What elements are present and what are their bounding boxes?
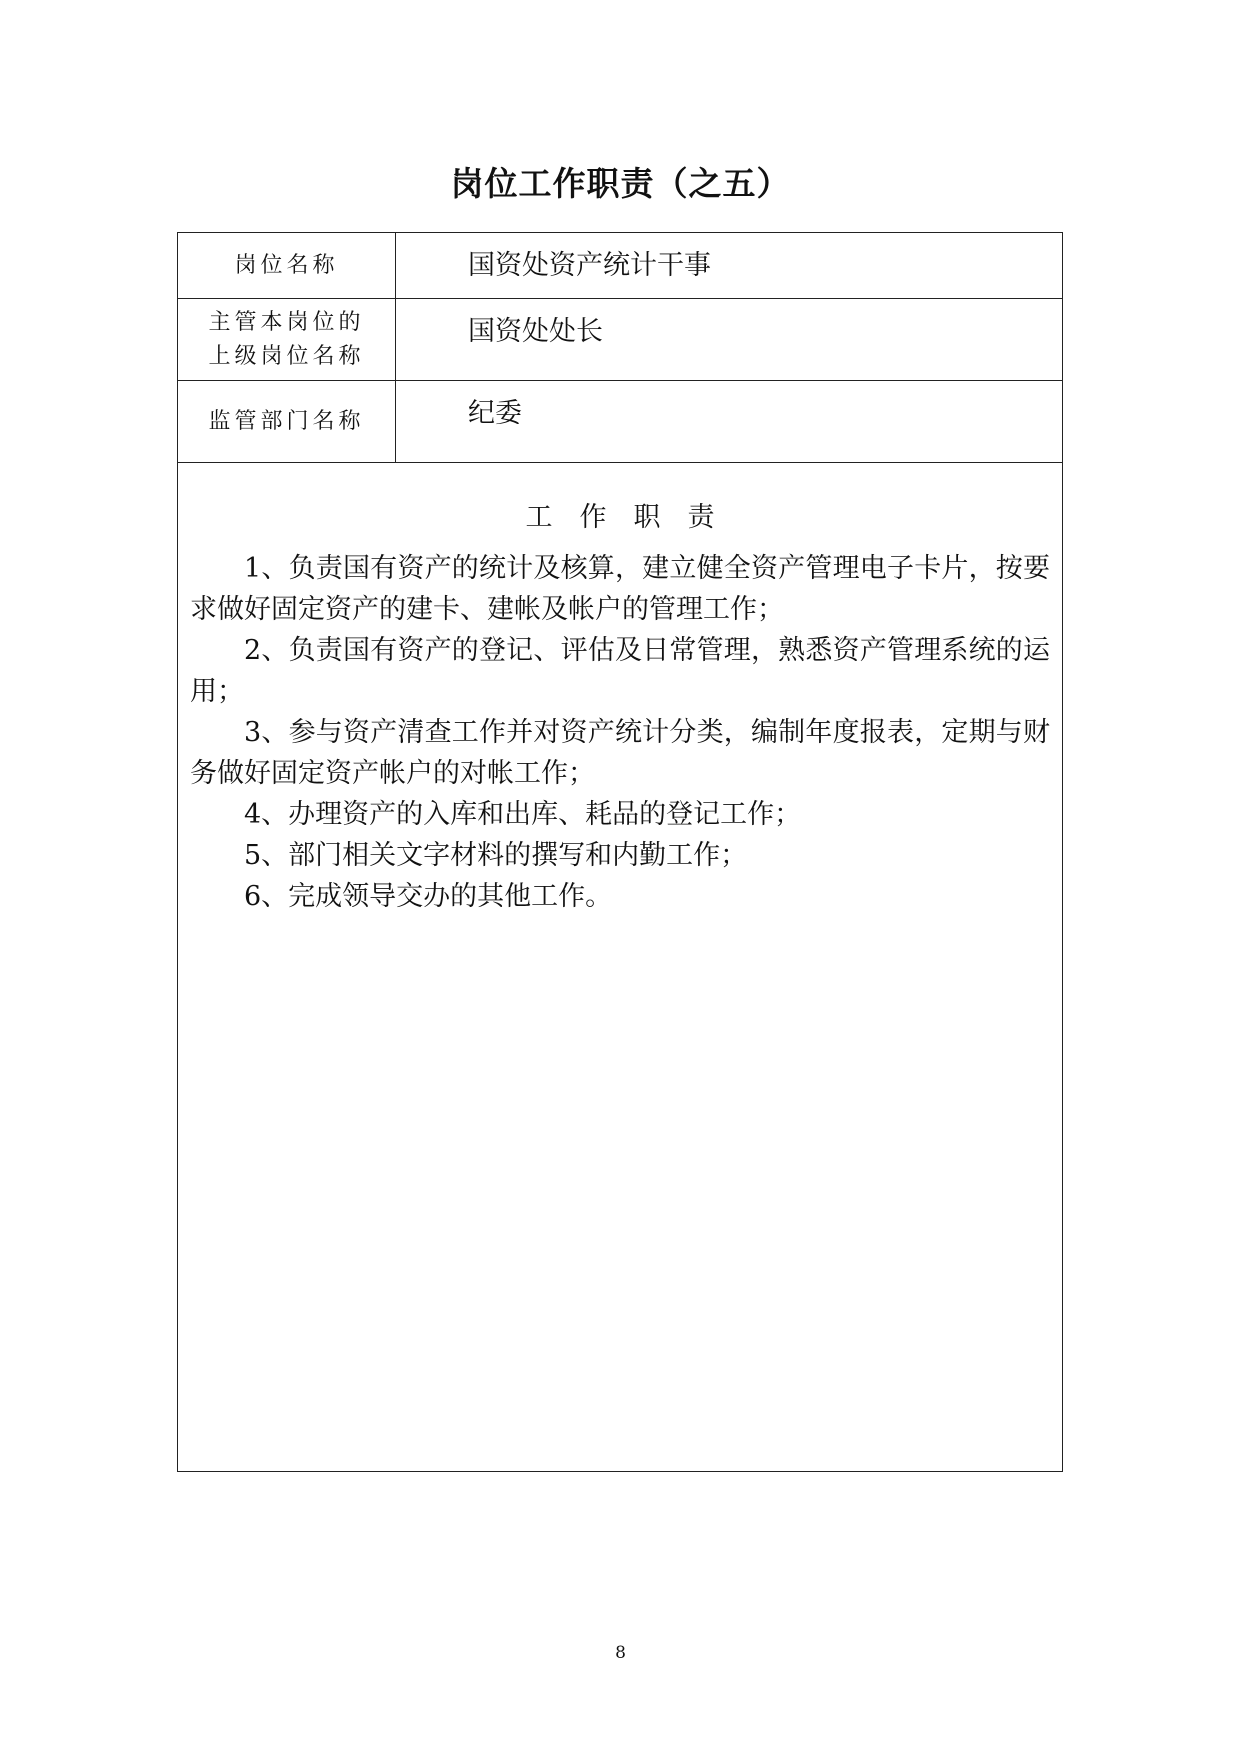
position-name-row: [178, 233, 1062, 299]
document-title: 岗位工作职责（之五）: [450, 164, 791, 203]
supervisor-label-line2: 上级岗位名称: [208, 343, 365, 369]
oversight-label-text: 监管部门名称: [208, 408, 365, 434]
duties-heading: 工 作 职 责: [525, 502, 715, 533]
duty-item-6: 6、完成领导交办的其他工作。: [244, 881, 613, 912]
duty-item-4: 4、办理资产的入库和出库、耗品的登记工作；: [244, 799, 802, 830]
duty-item-2: 2、负责国有资产的登记、评估及日常管理，熟悉资产管理系统的运用；: [190, 635, 1050, 707]
position-name-label: [178, 233, 396, 298]
duty-list: [190, 548, 1050, 917]
oversight-value: 纪委: [468, 398, 522, 429]
oversight-row: [178, 381, 1062, 463]
position-name-value: 国资处资产统计干事: [468, 250, 711, 281]
job-responsibility-form: [177, 232, 1063, 1472]
duty-item-1: 1、负责国有资产的统计及核算，建立健全资产管理电子卡片，按要求做好固定资产的建卡、建帐及帐户的管理工作；: [190, 553, 1050, 625]
supervisor-row: [178, 299, 1062, 381]
position-name-label-text: 岗位名称: [234, 252, 339, 278]
duty-item-3: 3、参与资产清查工作并对资产统计分类，编制年度报表，定期与财务做好固定资产帐户的对帐工作；: [190, 717, 1050, 789]
supervisor-label-line1: 主管本岗位的: [208, 309, 365, 335]
supervisor-label: [178, 299, 396, 380]
duty-item-5: 5、部门相关文字材料的撰写和内勤工作；: [244, 840, 748, 871]
supervisor-value: 国资处处长: [468, 316, 603, 347]
page-number: 8: [615, 1643, 626, 1663]
duties-section: [178, 463, 1062, 1471]
oversight-label: [178, 381, 396, 462]
